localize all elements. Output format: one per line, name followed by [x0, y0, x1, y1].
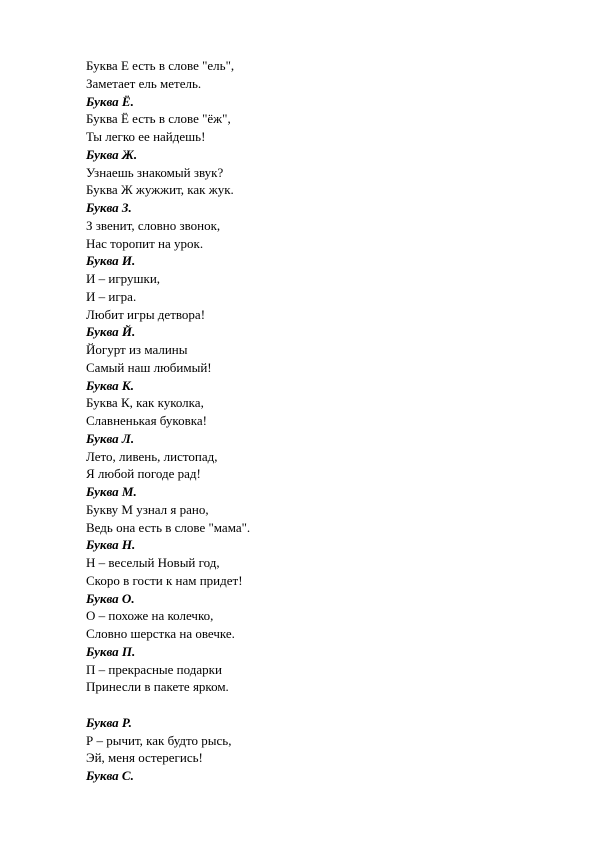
verse-line: Заметает ель метель. — [86, 75, 202, 91]
verse-line: Ведь она есть в слове "мама". — [86, 519, 251, 535]
letter-heading: Буква И. — [86, 253, 136, 269]
verse-line: Словно шерстка на овечке. — [86, 626, 235, 641]
verse-line: Буква Ж жужжит, как жук. — [86, 182, 234, 198]
verse-line: Буква Е есть в слове "ель", — [86, 58, 235, 73]
verse-line: И – игрушки, — [86, 271, 161, 286]
letter-heading: Буква Л. — [86, 430, 135, 446]
verse-line: Эй, меня остерегись! — [86, 750, 203, 766]
verse-line: И – игра. — [86, 288, 137, 304]
letter-heading: Буква Н. — [86, 537, 136, 553]
blank-line — [86, 696, 546, 714]
verse-line: Я любой погоде рад! — [86, 466, 201, 482]
verse-line: Любит игры детвора! — [86, 306, 206, 322]
verse-line: З звенит, словно звонок, — [86, 217, 221, 233]
letter-heading: Буква Й. — [86, 324, 136, 340]
letter-heading: Буква Ё. — [86, 93, 134, 109]
letter-heading: Буква М. — [86, 484, 137, 499]
poem-text — [86, 57, 546, 785]
verse-line: Самый наш любимый! — [86, 359, 212, 375]
verse-line: Йогурт из малины — [86, 342, 188, 357]
verse-line: Нас торопит на урок. — [86, 235, 204, 251]
verse-line: О – похоже на колечко, — [86, 608, 214, 624]
verse-line: Славненькая буковка! — [86, 413, 207, 428]
letter-heading: Буква С. — [86, 768, 134, 783]
letter-heading: Буква О. — [86, 590, 135, 606]
letter-heading: Буква П. — [86, 643, 136, 659]
letter-heading: Буква К. — [86, 377, 134, 393]
verse-line: Узнаешь знакомый звук? — [86, 164, 224, 180]
verse-line: Принесли в пакете ярком. — [86, 679, 229, 695]
verse-line: Скоро в гости к нам придет! — [86, 572, 243, 588]
verse-line: Букву М узнал я рано, — [86, 501, 209, 517]
verse-line: Буква К, как куколка, — [86, 395, 204, 411]
verse-line: Н – веселый Новый год, — [86, 555, 220, 570]
verse-line: Р – рычит, как будто рысь, — [86, 732, 232, 748]
verse-line: Лето, ливень, листопад, — [86, 448, 218, 464]
verse-line: П – прекрасные подарки — [86, 661, 222, 677]
letter-heading: Буква Р. — [86, 714, 132, 730]
letter-heading: Буква Ж. — [86, 146, 138, 162]
letter-heading: Буква З. — [86, 200, 132, 215]
verse-line: Буква Ё есть в слове "ёж", — [86, 111, 231, 127]
verse-line: Ты легко ее найдешь! — [86, 129, 206, 144]
